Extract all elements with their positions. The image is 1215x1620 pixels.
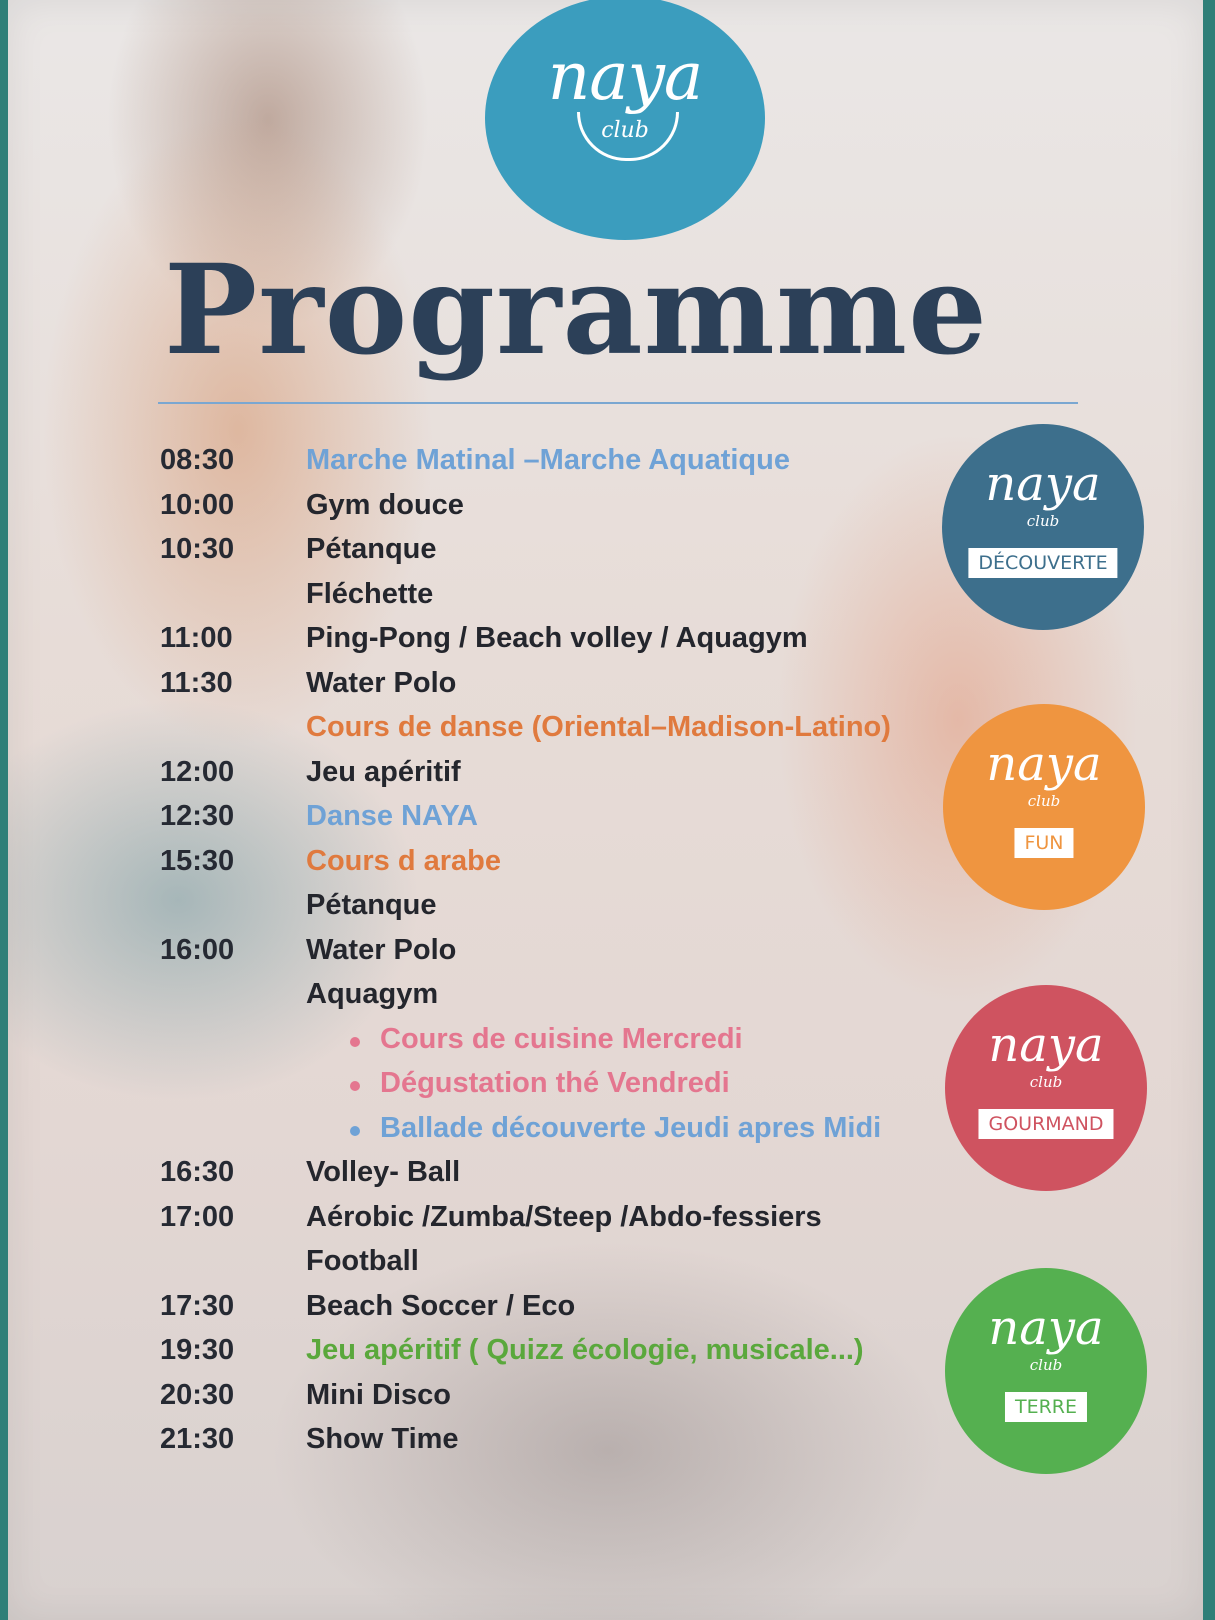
- schedule-time: 12:30: [160, 800, 235, 832]
- schedule-activity: Football: [306, 1245, 419, 1277]
- schedule-time: 16:30: [160, 1156, 235, 1188]
- schedule-row: [160, 1063, 960, 1108]
- schedule-row: [160, 1286, 960, 1331]
- badge-label: FUN: [1014, 828, 1073, 858]
- schedule-activity: Beach Soccer / Eco: [306, 1289, 576, 1322]
- schedule-activity: Mini Disco: [306, 1378, 452, 1411]
- schedule-activity: Ping-Pong / Beach volley / Aquagym: [306, 622, 808, 654]
- schedule-activity: Marche Matinal –Marche Aquatique: [306, 444, 790, 476]
- schedule-time: 20:30: [160, 1378, 235, 1411]
- schedule-activity: Jeu apéritif ( Quizz écologie, musicale...): [306, 1334, 864, 1366]
- schedule-row: [160, 1375, 960, 1420]
- schedule-activity: Cours d arabe: [306, 844, 501, 877]
- badge-gourmand: [945, 985, 1147, 1191]
- schedule-activity: Aquagym: [306, 978, 439, 1010]
- schedule-row: [160, 1330, 960, 1375]
- bullet-icon: [350, 1126, 360, 1136]
- schedule-row: [160, 752, 960, 797]
- badge-sub: club: [1029, 1356, 1063, 1374]
- schedule-time: 17:30: [160, 1289, 235, 1322]
- schedule-row: [160, 663, 960, 708]
- badge-sub: club: [1026, 512, 1060, 530]
- schedule-activity: Show Time: [306, 1423, 459, 1455]
- schedule-row: [160, 1108, 960, 1153]
- schedule-row: [160, 1019, 960, 1064]
- schedule-list: [160, 440, 960, 1464]
- badge-script: naya: [985, 456, 1101, 512]
- schedule-activity: Pétanque: [306, 533, 437, 565]
- badge-script: naya: [988, 1300, 1104, 1356]
- badge-label: DÉCOUVERTE: [968, 548, 1117, 578]
- schedule-time: 08:30: [160, 444, 235, 476]
- schedule-time: 21:30: [160, 1423, 235, 1455]
- schedule-time: 16:00: [160, 933, 235, 966]
- schedule-row: [160, 1197, 960, 1242]
- schedule-activity: Water Polo: [306, 666, 457, 699]
- schedule-activity: Cours de danse (Oriental–Madison-Latino): [306, 711, 891, 743]
- page-title: Programme: [164, 238, 988, 383]
- schedule-activity: Cours de cuisine Mercredi: [380, 1022, 743, 1055]
- schedule-row: [160, 796, 960, 841]
- schedule-time: 17:00: [160, 1200, 235, 1233]
- schedule-time: 11:30: [160, 666, 233, 699]
- poster: [8, 0, 1203, 1620]
- schedule-row: [160, 707, 960, 752]
- bullet-icon: [350, 1037, 360, 1047]
- schedule-time: 10:00: [160, 488, 235, 521]
- schedule-row: [160, 618, 960, 663]
- schedule-row: [160, 841, 960, 886]
- title-divider: [158, 402, 1078, 404]
- schedule-activity: Fléchette: [306, 577, 434, 610]
- schedule-row: [160, 930, 960, 975]
- schedule-row: [160, 974, 960, 1019]
- schedule-row: [160, 1241, 960, 1286]
- schedule-row: [160, 1152, 960, 1197]
- badge-sub: club: [1029, 1073, 1063, 1091]
- badge-script: naya: [986, 736, 1102, 792]
- schedule-time: 12:00: [160, 755, 235, 788]
- badge-decouverte: [942, 424, 1144, 630]
- schedule-time: 19:30: [160, 1334, 235, 1366]
- logo-sub: club: [601, 118, 649, 143]
- bullet-icon: [350, 1081, 360, 1091]
- schedule-time: 15:30: [160, 844, 235, 877]
- badge-label: TERRE: [1005, 1392, 1087, 1422]
- schedule-activity: Dégustation thé Vendredi: [380, 1067, 730, 1099]
- schedule-activity: Aérobic /Zumba/Steep /Abdo-fessiers: [306, 1200, 822, 1233]
- schedule-row: [160, 529, 960, 574]
- schedule-row: [160, 440, 960, 485]
- schedule-activity: Volley- Ball: [306, 1156, 461, 1188]
- schedule-row: [160, 1419, 960, 1464]
- schedule-row: [160, 574, 960, 619]
- badge-terre: [945, 1268, 1147, 1474]
- badge-label: GOURMAND: [978, 1109, 1113, 1139]
- schedule-row: [160, 885, 960, 930]
- badge-script: naya: [988, 1017, 1104, 1073]
- schedule-activity: Gym douce: [306, 488, 464, 521]
- badge-fun: [943, 704, 1145, 910]
- schedule-activity: Jeu apéritif: [306, 755, 461, 788]
- schedule-activity: Pétanque: [306, 889, 437, 921]
- schedule-activity: Water Polo: [306, 933, 457, 966]
- badge-sub: club: [1027, 792, 1061, 810]
- naya-club-logo: [485, 0, 765, 240]
- schedule-activity: Ballade découverte Jeudi apres Midi: [380, 1111, 882, 1144]
- schedule-activity: Danse NAYA: [306, 800, 478, 832]
- schedule-time: 11:00: [160, 622, 233, 654]
- schedule-row: [160, 485, 960, 530]
- logo-script: naya: [547, 38, 703, 115]
- schedule-time: 10:30: [160, 533, 235, 565]
